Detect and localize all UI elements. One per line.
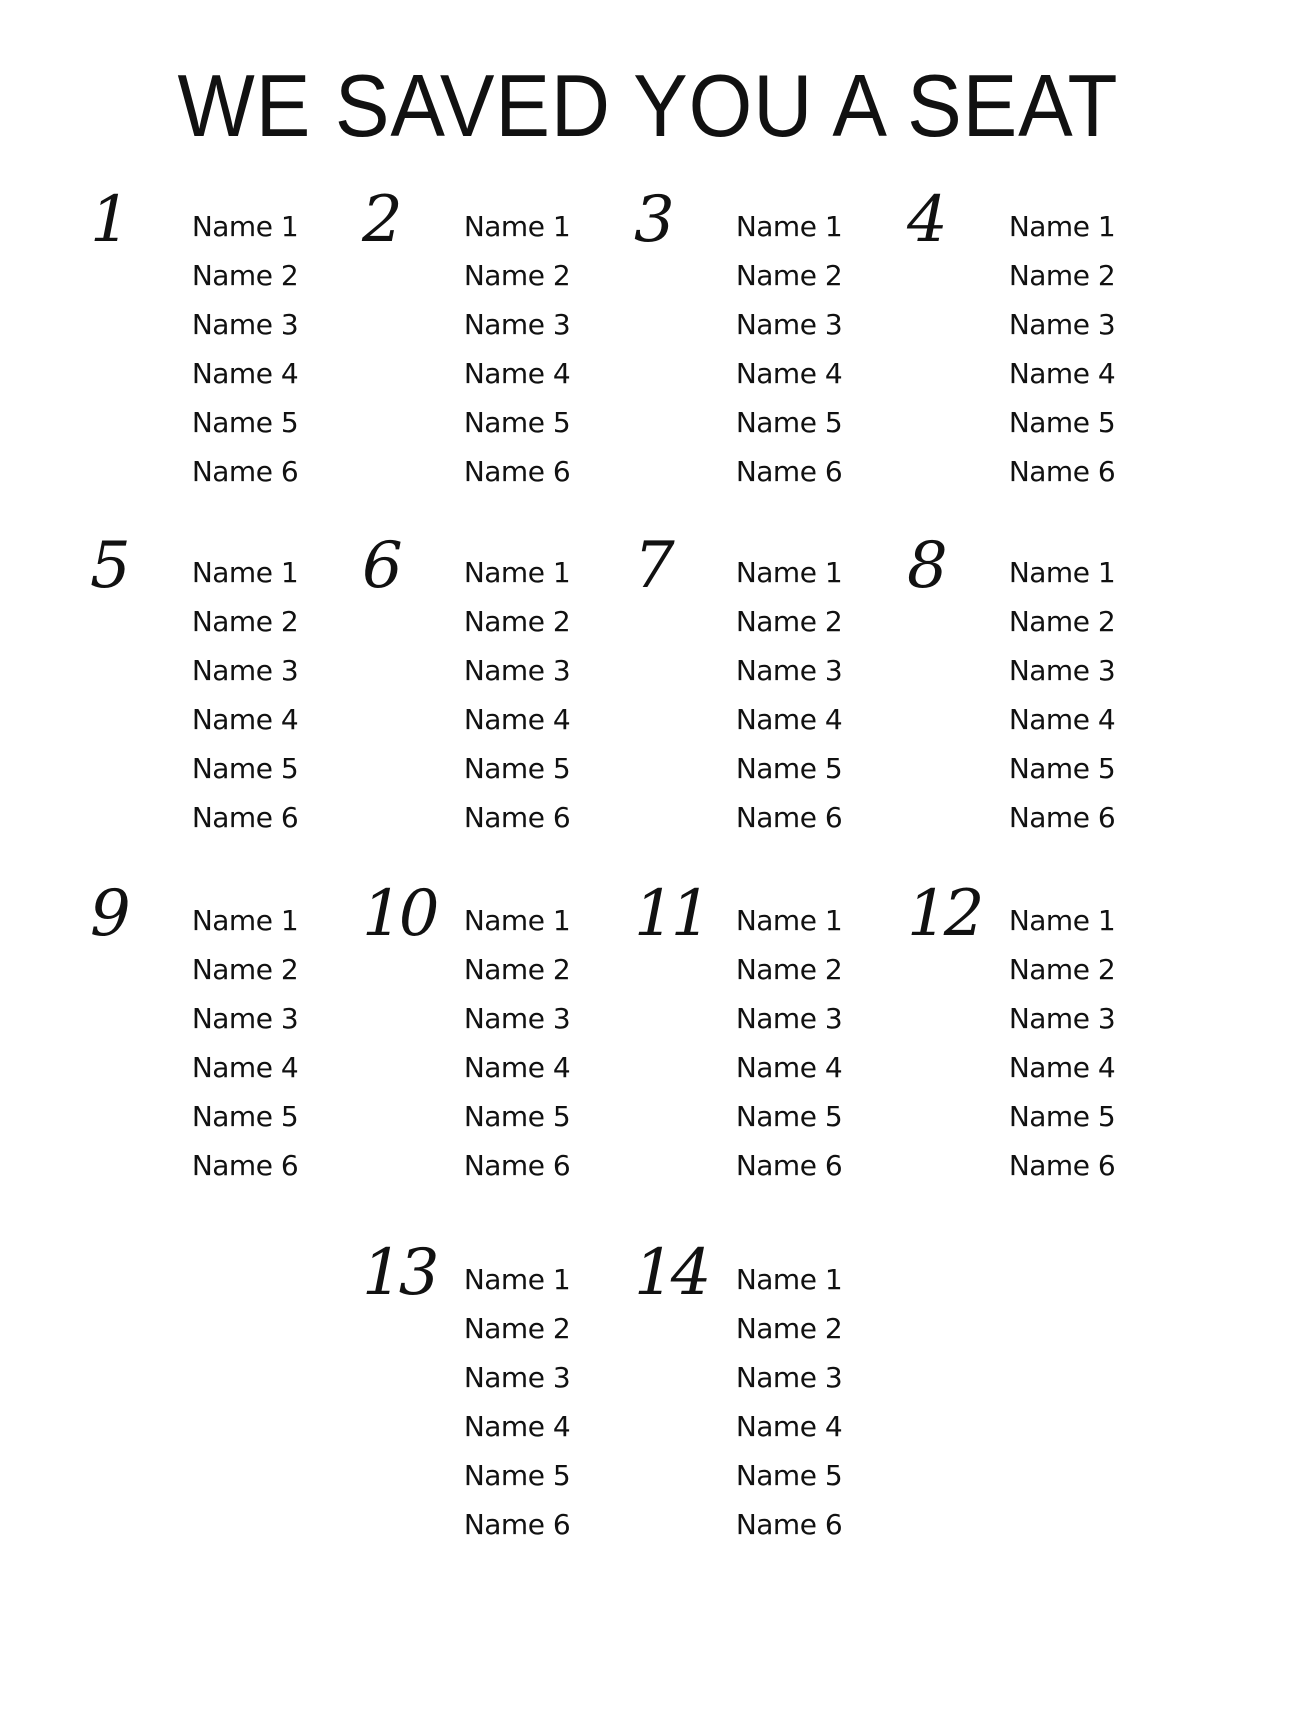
guest-name: Name 6 bbox=[191, 455, 299, 488]
guest-list bbox=[987, 548, 1137, 842]
table-block bbox=[634, 1236, 934, 1541]
guest-name: Name 1 bbox=[463, 210, 571, 243]
guest-list bbox=[442, 548, 592, 842]
guest-name: Name 4 bbox=[191, 1051, 299, 1084]
guest-name: Name 2 bbox=[463, 953, 571, 986]
guest-name: Name 1 bbox=[191, 556, 299, 589]
table-block bbox=[907, 529, 1207, 834]
table-number: 13 bbox=[362, 1236, 436, 1310]
guest-name: Name 4 bbox=[191, 357, 299, 390]
guest-name: Name 5 bbox=[735, 752, 843, 785]
guest-name: Name 6 bbox=[1008, 1149, 1116, 1182]
guest-list bbox=[442, 202, 592, 496]
table-block bbox=[634, 183, 934, 488]
guest-name: Name 6 bbox=[1008, 801, 1116, 834]
guest-name: Name 3 bbox=[191, 654, 299, 687]
guest-name: Name 5 bbox=[191, 1100, 299, 1133]
guest-name: Name 1 bbox=[463, 556, 571, 589]
guest-name: Name 6 bbox=[463, 1149, 571, 1182]
guest-name: Name 3 bbox=[735, 308, 843, 341]
table-number: 9 bbox=[90, 877, 127, 951]
table-block bbox=[634, 877, 934, 1182]
guest-name: Name 6 bbox=[735, 1508, 843, 1541]
guest-name: Name 1 bbox=[191, 904, 299, 937]
guest-list bbox=[714, 1255, 864, 1549]
guest-name: Name 4 bbox=[1008, 1051, 1116, 1084]
guest-name: Name 4 bbox=[463, 357, 571, 390]
guest-name: Name 4 bbox=[735, 1051, 843, 1084]
guest-name: Name 3 bbox=[1008, 308, 1116, 341]
guest-name: Name 5 bbox=[463, 1100, 571, 1133]
guest-name: Name 5 bbox=[463, 1459, 571, 1492]
guest-name: Name 5 bbox=[191, 406, 299, 439]
guest-name: Name 4 bbox=[463, 1410, 571, 1443]
guest-name: Name 6 bbox=[463, 455, 571, 488]
guest-name: Name 3 bbox=[735, 1002, 843, 1035]
guest-name: Name 4 bbox=[191, 703, 299, 736]
guest-name: Name 1 bbox=[463, 904, 571, 937]
guest-list bbox=[714, 548, 864, 842]
guest-list bbox=[714, 202, 864, 496]
guest-name: Name 6 bbox=[735, 1149, 843, 1182]
guest-name: Name 5 bbox=[1008, 752, 1116, 785]
guest-list bbox=[170, 202, 320, 496]
guest-name: Name 4 bbox=[1008, 703, 1116, 736]
guest-name: Name 6 bbox=[735, 801, 843, 834]
table-number: 4 bbox=[907, 183, 944, 257]
guest-name: Name 4 bbox=[735, 1410, 843, 1443]
guest-name: Name 1 bbox=[1008, 904, 1116, 937]
guest-list bbox=[987, 896, 1137, 1190]
table-block bbox=[907, 877, 1207, 1182]
guest-name: Name 3 bbox=[463, 1002, 571, 1035]
guest-name: Name 3 bbox=[463, 308, 571, 341]
guest-name: Name 5 bbox=[463, 752, 571, 785]
guest-name: Name 2 bbox=[1008, 605, 1116, 638]
guest-name: Name 4 bbox=[735, 703, 843, 736]
guest-name: Name 1 bbox=[191, 210, 299, 243]
guest-name: Name 6 bbox=[735, 455, 843, 488]
guest-name: Name 3 bbox=[191, 308, 299, 341]
guest-name: Name 2 bbox=[735, 953, 843, 986]
guest-name: Name 1 bbox=[735, 904, 843, 937]
guest-name: Name 3 bbox=[463, 654, 571, 687]
table-block bbox=[362, 183, 662, 488]
guest-name: Name 2 bbox=[191, 605, 299, 638]
guest-name: Name 5 bbox=[735, 406, 843, 439]
guest-name: Name 1 bbox=[735, 556, 843, 589]
guest-name: Name 2 bbox=[735, 605, 843, 638]
guest-name: Name 5 bbox=[191, 752, 299, 785]
guest-name: Name 3 bbox=[463, 1361, 571, 1394]
table-block bbox=[362, 877, 662, 1182]
guest-name: Name 2 bbox=[1008, 259, 1116, 292]
guest-name: Name 6 bbox=[191, 801, 299, 834]
guest-name: Name 4 bbox=[463, 703, 571, 736]
guest-name: Name 1 bbox=[735, 1263, 843, 1296]
table-number: 14 bbox=[634, 1236, 708, 1310]
table-number: 7 bbox=[634, 529, 671, 603]
guest-name: Name 6 bbox=[463, 1508, 571, 1541]
table-block bbox=[90, 529, 390, 834]
guest-name: Name 1 bbox=[735, 210, 843, 243]
table-number: 10 bbox=[362, 877, 436, 951]
guest-name: Name 3 bbox=[1008, 654, 1116, 687]
guest-name: Name 3 bbox=[191, 1002, 299, 1035]
table-number: 2 bbox=[362, 183, 399, 257]
guest-name: Name 4 bbox=[463, 1051, 571, 1084]
guest-name: Name 6 bbox=[191, 1149, 299, 1182]
guest-name: Name 2 bbox=[463, 259, 571, 292]
guest-name: Name 2 bbox=[191, 953, 299, 986]
table-number: 12 bbox=[907, 877, 981, 951]
table-block bbox=[634, 529, 934, 834]
guest-name: Name 2 bbox=[735, 259, 843, 292]
table-block bbox=[362, 1236, 662, 1541]
guest-name: Name 2 bbox=[463, 605, 571, 638]
guest-name: Name 3 bbox=[735, 1361, 843, 1394]
guest-list bbox=[442, 1255, 592, 1549]
guest-name: Name 1 bbox=[1008, 210, 1116, 243]
guest-name: Name 5 bbox=[1008, 1100, 1116, 1133]
table-block bbox=[90, 183, 390, 488]
guest-name: Name 1 bbox=[463, 1263, 571, 1296]
guest-name: Name 4 bbox=[735, 357, 843, 390]
guest-list bbox=[714, 896, 864, 1190]
guest-list bbox=[170, 548, 320, 842]
table-number: 6 bbox=[362, 529, 399, 603]
guest-list bbox=[442, 896, 592, 1190]
guest-name: Name 3 bbox=[735, 654, 843, 687]
table-number: 3 bbox=[634, 183, 671, 257]
guest-name: Name 4 bbox=[1008, 357, 1116, 390]
table-block bbox=[362, 529, 662, 834]
guest-name: Name 1 bbox=[1008, 556, 1116, 589]
guest-name: Name 5 bbox=[735, 1100, 843, 1133]
guest-name: Name 2 bbox=[463, 1312, 571, 1345]
table-number: 8 bbox=[907, 529, 944, 603]
guest-name: Name 5 bbox=[735, 1459, 843, 1492]
guest-name: Name 2 bbox=[735, 1312, 843, 1345]
guest-list bbox=[987, 202, 1137, 496]
table-number: 5 bbox=[90, 529, 127, 603]
guest-name: Name 6 bbox=[463, 801, 571, 834]
guest-name: Name 2 bbox=[191, 259, 299, 292]
table-block bbox=[907, 183, 1207, 488]
guest-name: Name 3 bbox=[1008, 1002, 1116, 1035]
guest-name: Name 6 bbox=[1008, 455, 1116, 488]
table-number: 1 bbox=[90, 183, 127, 257]
table-number: 11 bbox=[634, 877, 708, 951]
guest-name: Name 5 bbox=[463, 406, 571, 439]
guest-name: Name 2 bbox=[1008, 953, 1116, 986]
guest-name: Name 5 bbox=[1008, 406, 1116, 439]
page-title: WE SAVED YOU A SEAT bbox=[177, 56, 1119, 155]
table-block bbox=[90, 877, 390, 1182]
guest-list bbox=[170, 896, 320, 1190]
